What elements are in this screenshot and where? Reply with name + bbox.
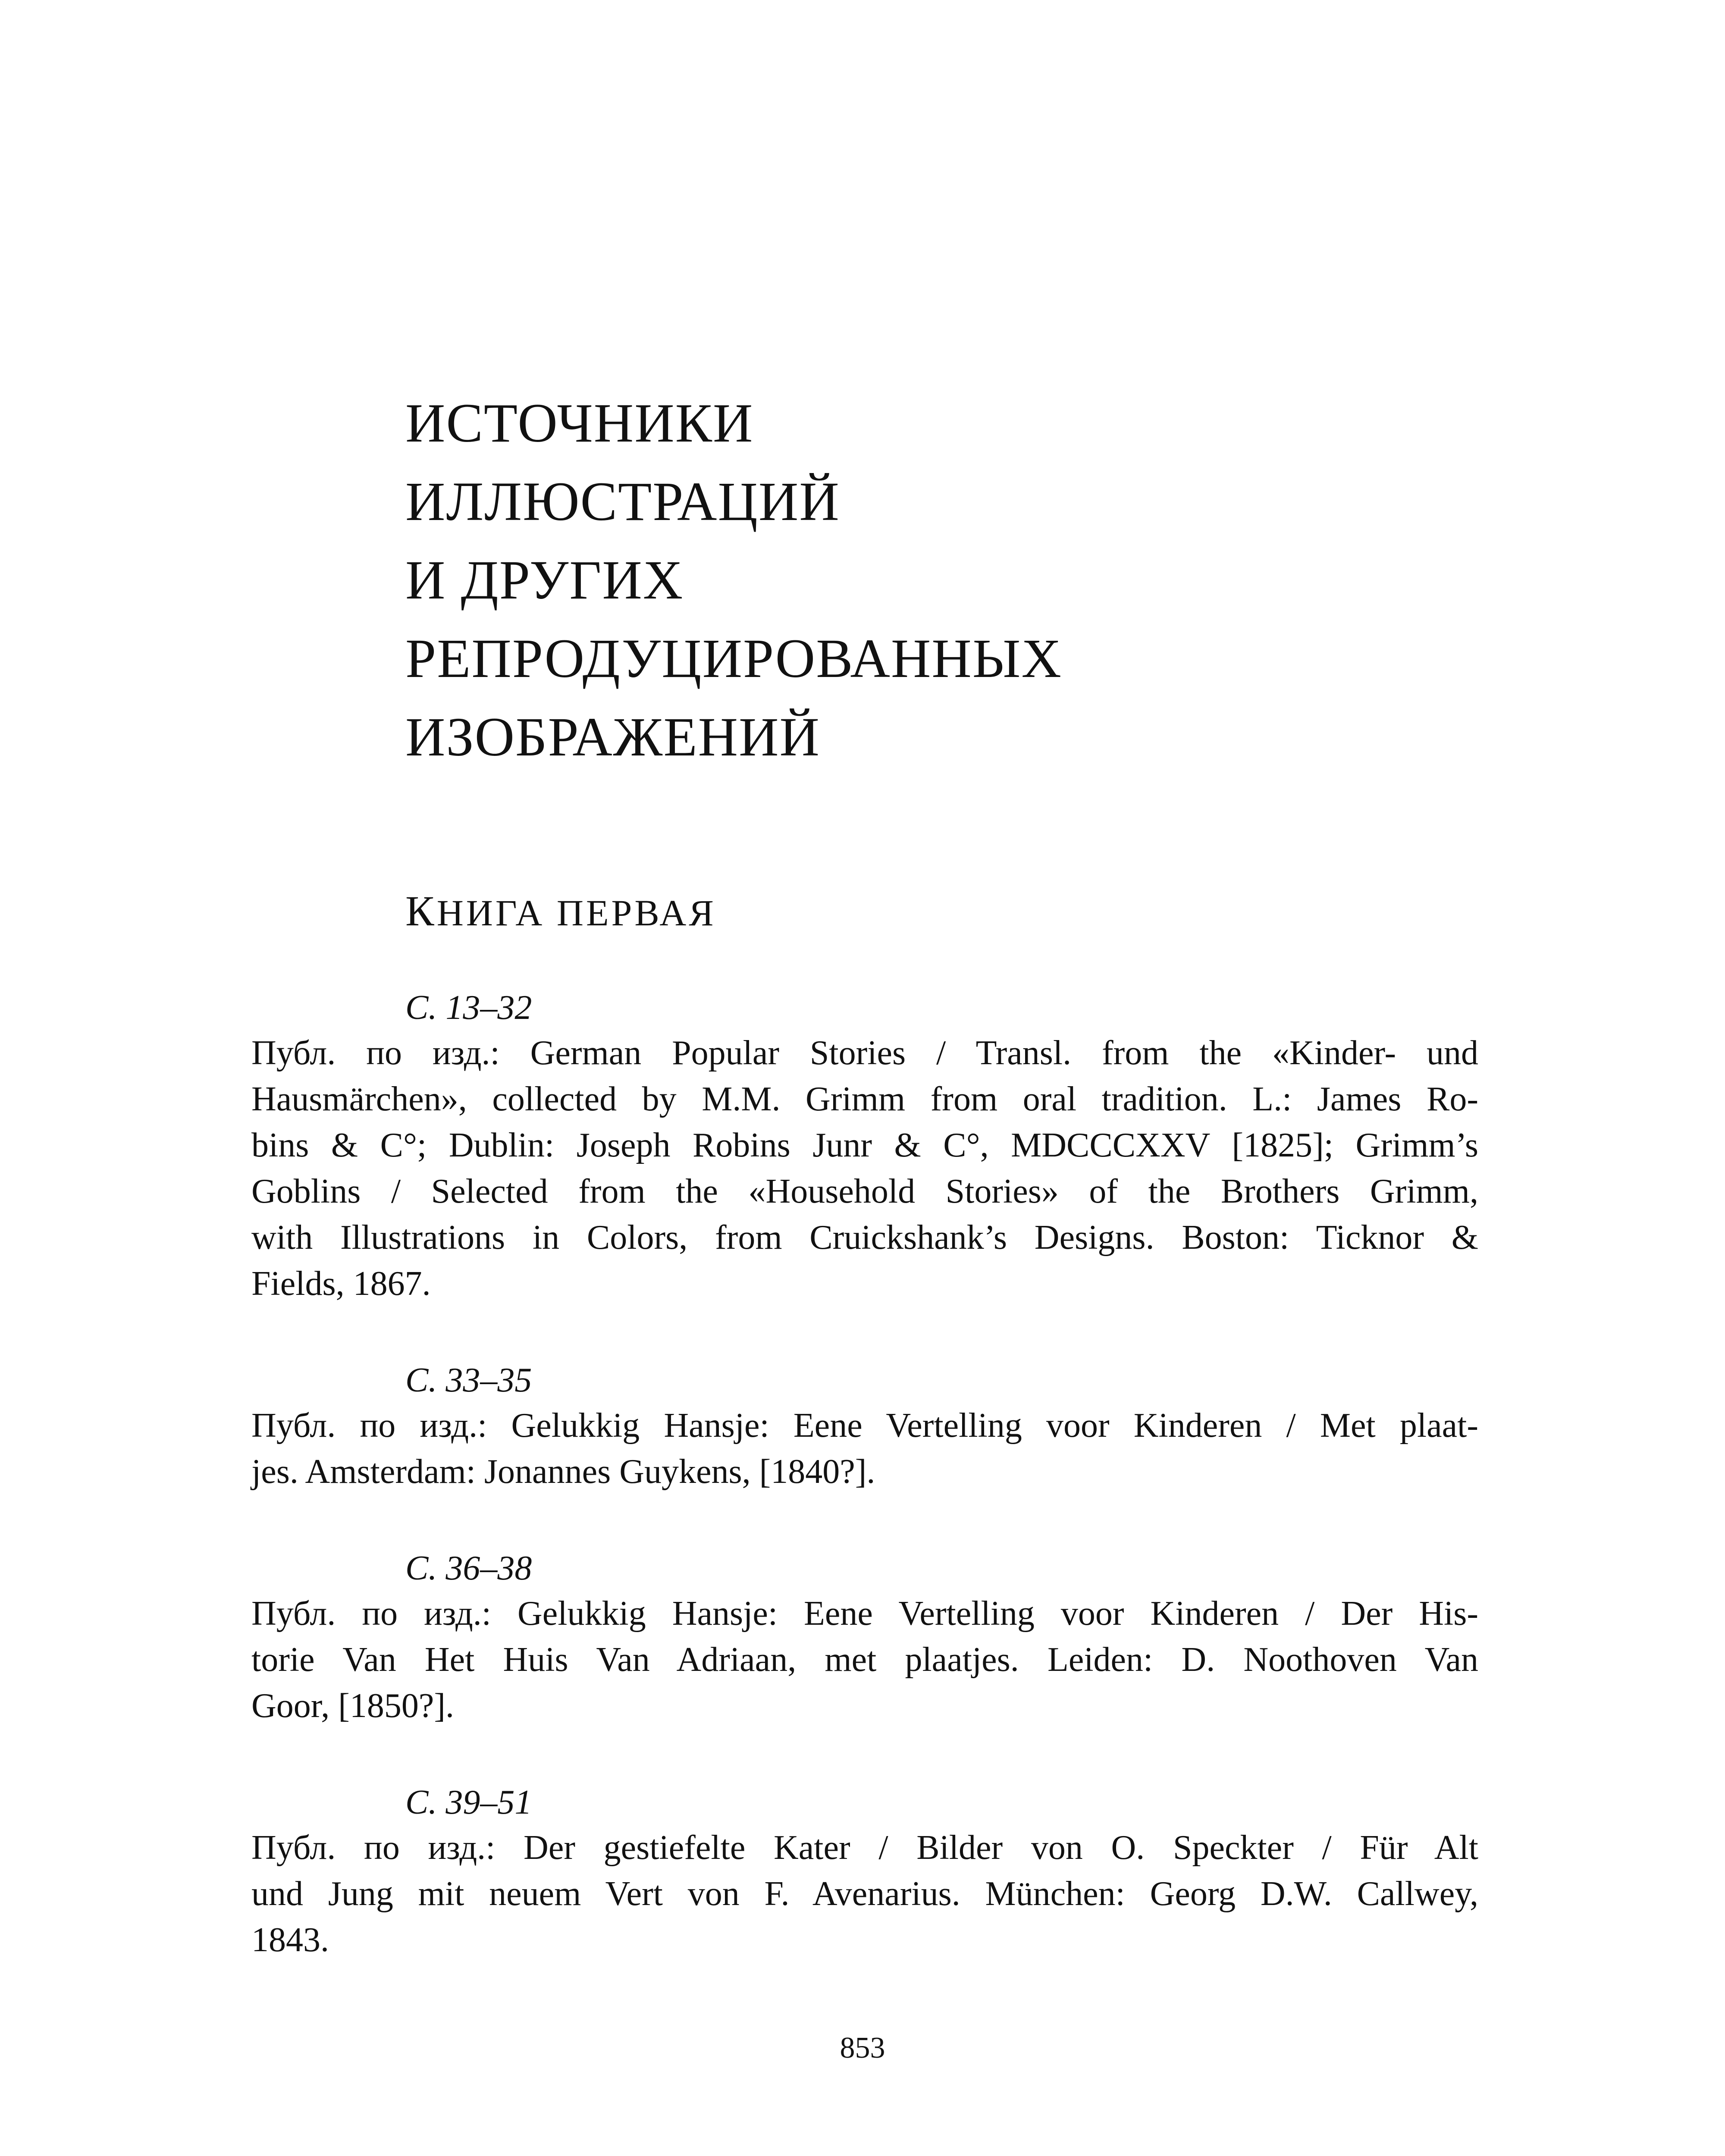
source-entry xyxy=(251,1780,1478,1963)
citation-line: Hausmärchen», collected by M.M. Grimm from oral tradition. L.: James Ro- xyxy=(251,1080,1478,1118)
section-heading-rest: НИГА ПЕРВАЯ xyxy=(436,892,716,934)
citation-line: bins & C°; Dublin: Joseph Robins Junr & C°, MDCCCXXV [1825]; Grimm’s xyxy=(251,1126,1478,1164)
source-entry xyxy=(251,1546,1478,1729)
citation-line: Публ. по изд.: Gelukkig Hansje: Eene Vertelling voor Kinderen / Met plaat- xyxy=(251,1407,1478,1445)
entry-page-range: С. 39–51 xyxy=(405,1783,532,1821)
section-heading-initial: К xyxy=(405,887,437,935)
citation-line: Публ. по изд.: Der gestiefelte Kater / Bilder von O. Speckter / Für Alt xyxy=(251,1829,1478,1867)
entry-citation xyxy=(251,1403,1478,1495)
citation-line: torie Van Het Huis Van Adriaan, met plaatjes. Leiden: D. Noothoven Van xyxy=(251,1641,1478,1679)
title-line: ИЛЛЮСТРАЦИЙ xyxy=(405,471,840,532)
citation-line: Goor, [1850?]. xyxy=(251,1687,454,1725)
citation-line: 1843. xyxy=(251,1921,329,1959)
citation-line: Публ. по изд.: German Popular Stories / Transl. from the «Kinder- und xyxy=(251,1034,1478,1072)
sources-list xyxy=(251,985,1478,2014)
citation-line: with Illustrations in Colors, from Cruickshank’s Designs. Boston: Ticknor & xyxy=(251,1219,1478,1257)
entry-page-range: С. 36–38 xyxy=(405,1549,532,1587)
page-number: 853 xyxy=(840,2031,885,2065)
entry-page-range: С. 13–32 xyxy=(405,989,532,1027)
source-entry xyxy=(251,985,1478,1307)
title-line: ИСТОЧНИКИ xyxy=(405,392,754,454)
title-line: ИЗОБРАЖЕНИЙ xyxy=(405,706,820,768)
citation-line: Goblins / Selected from the «Household Stories» of the Brothers Grimm, xyxy=(251,1172,1478,1210)
title-line: РЕПРОДУЦИРОВАННЫХ xyxy=(405,628,1062,689)
citation-line: Fields, 1867. xyxy=(251,1265,431,1303)
entry-citation xyxy=(251,1825,1478,1963)
entry-citation xyxy=(251,1030,1478,1307)
title-line: И ДРУГИХ xyxy=(405,549,684,611)
section-heading xyxy=(405,886,716,936)
citation-line: und Jung mit neuem Vert von F. Avenarius. München: Georg D.W. Callwey, xyxy=(251,1875,1478,1913)
page-title xyxy=(405,384,1570,776)
citation-line: jes. Amsterdam: Jonannes Guykens, [1840?]. xyxy=(251,1453,875,1491)
source-entry xyxy=(251,1358,1478,1495)
entry-citation xyxy=(251,1591,1478,1729)
entry-page-range: С. 33–35 xyxy=(405,1361,532,1399)
citation-line: Публ. по изд.: Gelukkig Hansje: Eene Vertelling voor Kinderen / Der His- xyxy=(251,1595,1478,1633)
